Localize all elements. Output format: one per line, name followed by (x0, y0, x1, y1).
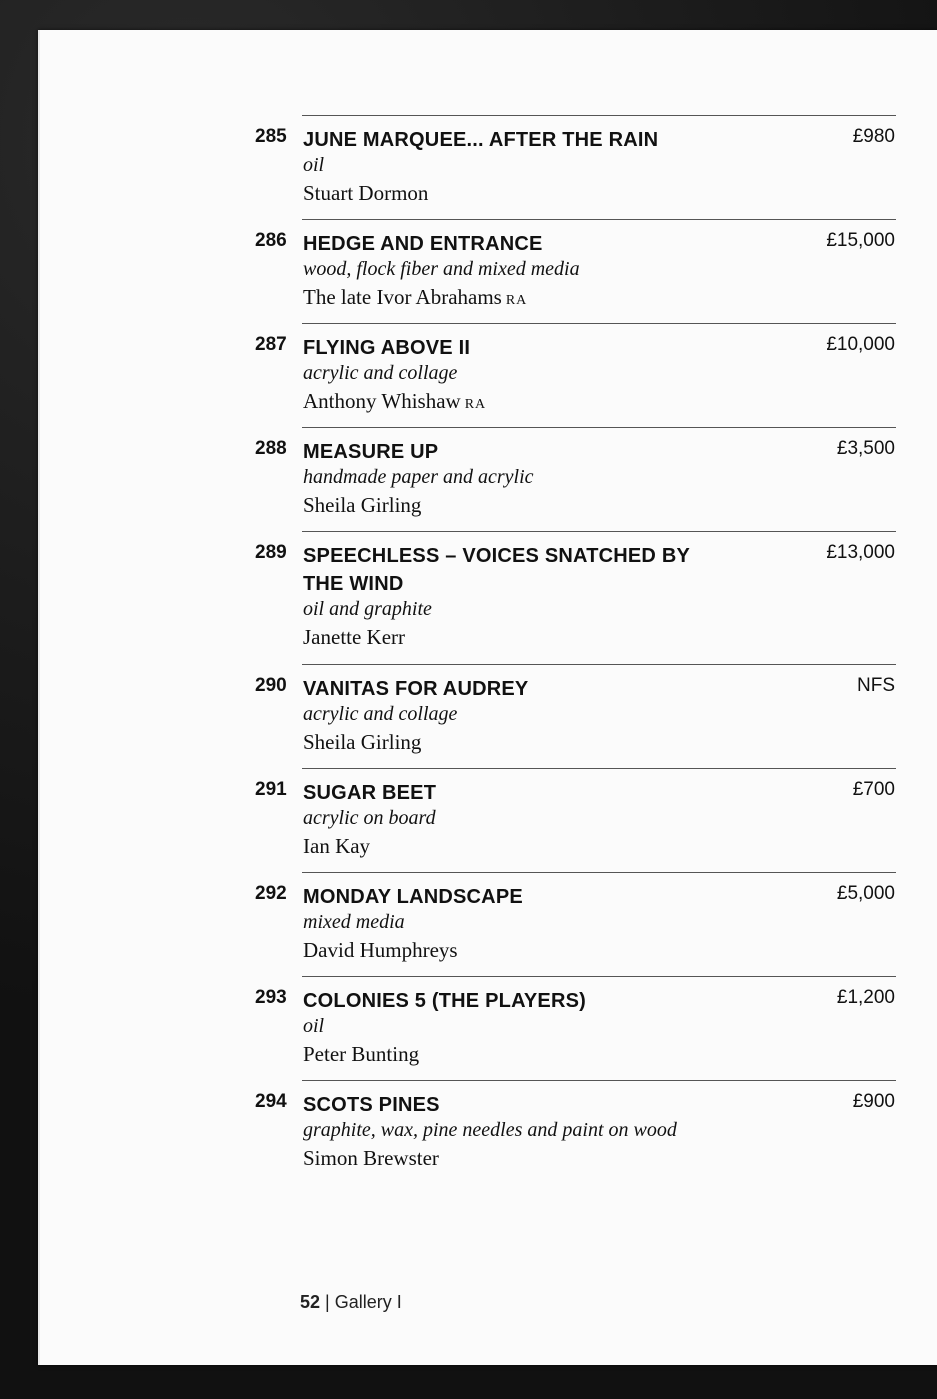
artist-name: Ian Kay (303, 834, 371, 858)
catalogue-entry (255, 115, 896, 220)
entry-price: NFS (857, 675, 895, 696)
section-label: | Gallery I (325, 1292, 402, 1312)
entry-divider (302, 1080, 896, 1081)
entry-divider (302, 219, 896, 220)
entry-price: £13,000 (826, 542, 895, 563)
entry-medium: oil (303, 154, 325, 176)
entry-number: 294 (255, 1091, 287, 1112)
entry-title: COLONIES 5 (THE PLAYERS) (303, 990, 586, 1012)
entry-artist (303, 389, 486, 414)
entry-artist (303, 834, 370, 859)
entry-artist (303, 625, 405, 650)
entry-medium: oil and graphite (303, 598, 432, 620)
page-number: 52 (300, 1292, 321, 1312)
artist-name: Simon Brewster (303, 1146, 439, 1170)
catalogue-entry (255, 427, 896, 532)
catalogue-entry (255, 323, 896, 428)
entry-price: £3,500 (836, 438, 895, 459)
entry-number: 285 (255, 126, 287, 147)
entry-medium: acrylic on board (303, 807, 436, 829)
catalogue-entry (255, 219, 896, 324)
entry-number: 292 (255, 883, 287, 904)
artist-name: Peter Bunting (303, 1042, 420, 1066)
entry-medium: graphite, wax, pine needles and paint on wood (303, 1119, 677, 1141)
page-footer (300, 1292, 402, 1313)
catalogue-entry (255, 531, 896, 664)
entry-title: SUGAR BEET (303, 782, 437, 804)
catalogue-entry (255, 768, 896, 873)
entry-medium: wood, flock fiber and mixed media (303, 258, 580, 280)
entry-medium: oil (303, 1015, 325, 1037)
entry-medium: acrylic and collage (303, 362, 458, 384)
entry-price: £1,200 (836, 987, 895, 1008)
artist-name: Stuart Dormon (303, 181, 429, 205)
entry-divider (302, 872, 896, 873)
artist-name: Janette Kerr (303, 625, 406, 649)
entry-price: £700 (852, 779, 895, 800)
artist-name: Anthony Whishaw (303, 389, 461, 413)
entry-number: 290 (255, 675, 287, 696)
entry-title: FLYING ABOVE II (303, 337, 471, 359)
entry-artist (303, 181, 428, 206)
entry-price: £900 (852, 1091, 895, 1112)
entry-medium: acrylic and collage (303, 703, 458, 725)
entry-number: 293 (255, 987, 287, 1008)
entry-title: SCOTS PINES (303, 1094, 440, 1116)
catalogue-entry (255, 872, 896, 977)
entry-divider (302, 664, 896, 665)
entry-price: £980 (852, 126, 895, 147)
artist-name: Sheila Girling (303, 493, 422, 517)
entry-artist (303, 493, 421, 518)
entry-divider (302, 323, 896, 324)
entry-number: 286 (255, 230, 287, 251)
entry-divider (302, 976, 896, 977)
artist-name: Sheila Girling (303, 730, 422, 754)
artist-name: David Humphreys (303, 938, 458, 962)
entry-number: 287 (255, 334, 287, 355)
entry-price: £10,000 (826, 334, 895, 355)
entry-medium: mixed media (303, 911, 405, 933)
entry-artist (303, 1146, 439, 1171)
entry-medium: handmade paper and acrylic (303, 466, 534, 488)
catalogue-entry (255, 976, 896, 1081)
entry-divider (302, 768, 896, 769)
entry-number: 288 (255, 438, 287, 459)
entry-artist (303, 285, 527, 310)
entry-title: MONDAY LANDSCAPE (303, 886, 523, 908)
catalogue-entry (255, 1080, 896, 1185)
artist-name: The late Ivor Abrahams (303, 285, 502, 309)
entry-divider (302, 531, 896, 532)
entry-divider (302, 115, 896, 116)
entry-title: HEDGE AND ENTRANCE (303, 233, 543, 255)
catalogue-entry (255, 664, 896, 769)
entry-price: £5,000 (836, 883, 895, 904)
entry-artist (303, 730, 421, 755)
entry-title: MEASURE UP (303, 441, 439, 463)
entry-title: JUNE MARQUEE... AFTER THE RAIN (303, 129, 659, 151)
entry-title: SPEECHLESS – VOICES SNATCHED BY THE WIND (303, 545, 690, 595)
entry-number: 291 (255, 779, 287, 800)
entry-title: VANITAS FOR AUDREY (303, 678, 529, 700)
artist-honour: RA (505, 293, 528, 308)
entry-divider (302, 427, 896, 428)
entry-artist (303, 938, 458, 963)
artist-honour: RA (464, 397, 487, 412)
entry-price: £15,000 (826, 230, 895, 251)
entry-number: 289 (255, 542, 287, 563)
entry-artist (303, 1042, 419, 1067)
